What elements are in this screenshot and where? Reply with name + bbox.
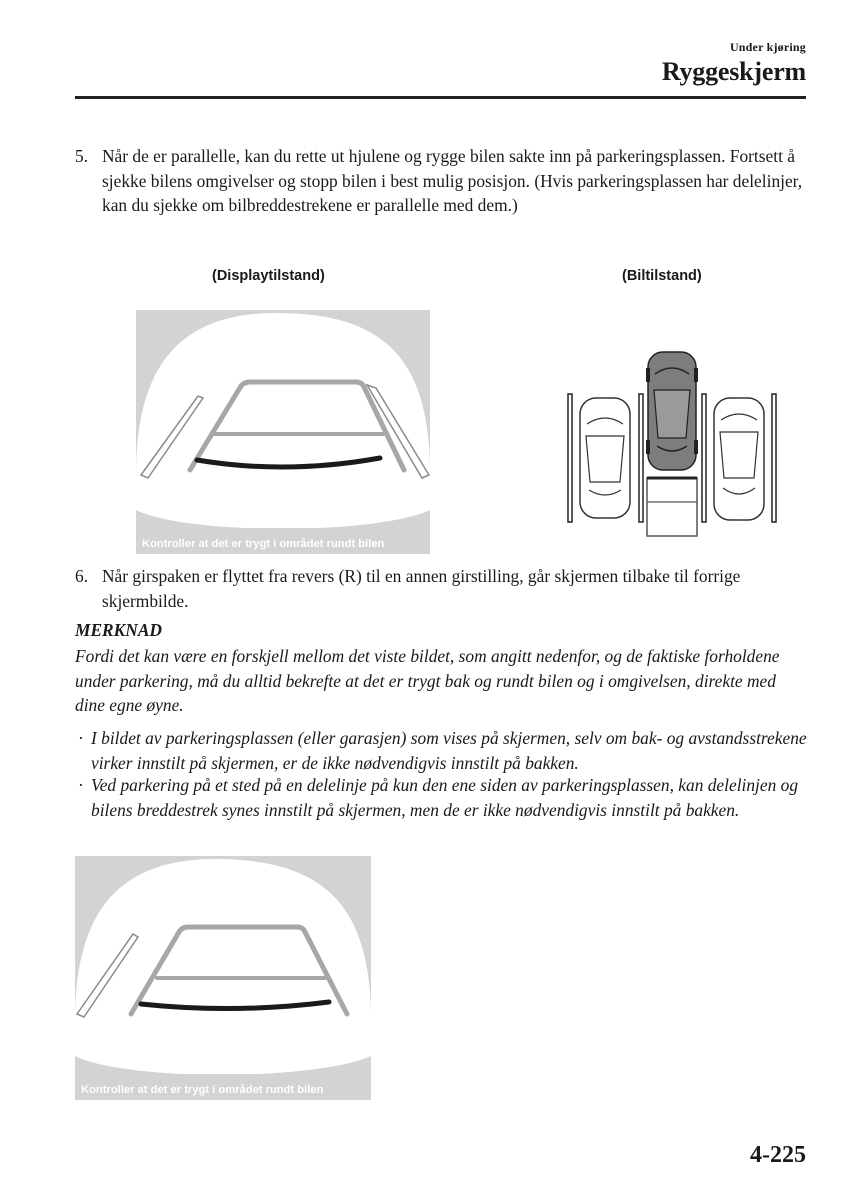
- step-6: [75, 564, 805, 613]
- display-state-caption: (Displaytilstand): [212, 268, 325, 284]
- step-text: Når de er parallelle, kan du rette ut hjulene og rygge bilen sakte inn på parkeringsplassen. Fortsett å sjekke bilens omgivelser og stopp bilen i best mulig posisjon. (Hvis parkeringsplassen har delelinjer, kan du sjekke om bilbreddestrekene er parallelle med dem.): [102, 146, 803, 215]
- rearview-display-top: [136, 310, 430, 554]
- note-bullet: [75, 726, 810, 775]
- step-number: 5.: [75, 146, 89, 166]
- step-number: 6.: [75, 566, 89, 586]
- step-text: Når girspaken er flyttet fra revers (R) til en annen girstilling, går skjermen tilbake til forrige skjermbilde.: [102, 566, 741, 611]
- bullet-mark: ·: [78, 775, 84, 795]
- bullet-text: I bildet av parkeringsplassen (eller garasjen) som vises på skjermen, selv om bak- og avstandsstrekene virker innstilt på skjermen, er de ikke nødvendigvis innstilt på bakken.: [91, 728, 807, 773]
- parked-car-left: [580, 398, 630, 518]
- header-divider: [75, 96, 806, 99]
- rearview-display-bottom: [75, 856, 371, 1100]
- parked-car-right: [714, 398, 764, 520]
- bullet-mark: ·: [78, 728, 84, 748]
- page-number: 4-225: [750, 1142, 806, 1168]
- note-body: Fordi det kan være en forskjell mellom det viste bildet, som angitt nedenfor, og de faktiske forholdene under parkering, må du alltid bekrefte at det er trygt bak og rundt bilen og i omgivelsen, direkte med dine egne øyne.: [75, 646, 780, 715]
- vehicle-state-caption: (Biltilstand): [622, 268, 702, 284]
- section-label: Under kjøring: [729, 40, 806, 54]
- screen-warning-message: Kontroller at det er trygt i området rundt bilen: [142, 538, 385, 550]
- bullet-text: Ved parkering på et sted på en delelinje på kun den ene siden av parkeringsplassen, kan delelinjen og bilens breddestrek synes innstilt på skjermen, men de er ikke nødvendigvis innstilt på bakken.: [91, 775, 799, 820]
- page-title: Ryggeskjerm: [661, 57, 806, 86]
- vehicle-state-diagram: [562, 350, 780, 540]
- note-bullet: [75, 773, 810, 822]
- note-title: MERKNAD: [75, 620, 162, 640]
- step-5: [75, 144, 805, 218]
- reversing-car: [646, 352, 698, 470]
- screen-warning-message: Kontroller at det er trygt i området rundt bilen: [81, 1084, 324, 1096]
